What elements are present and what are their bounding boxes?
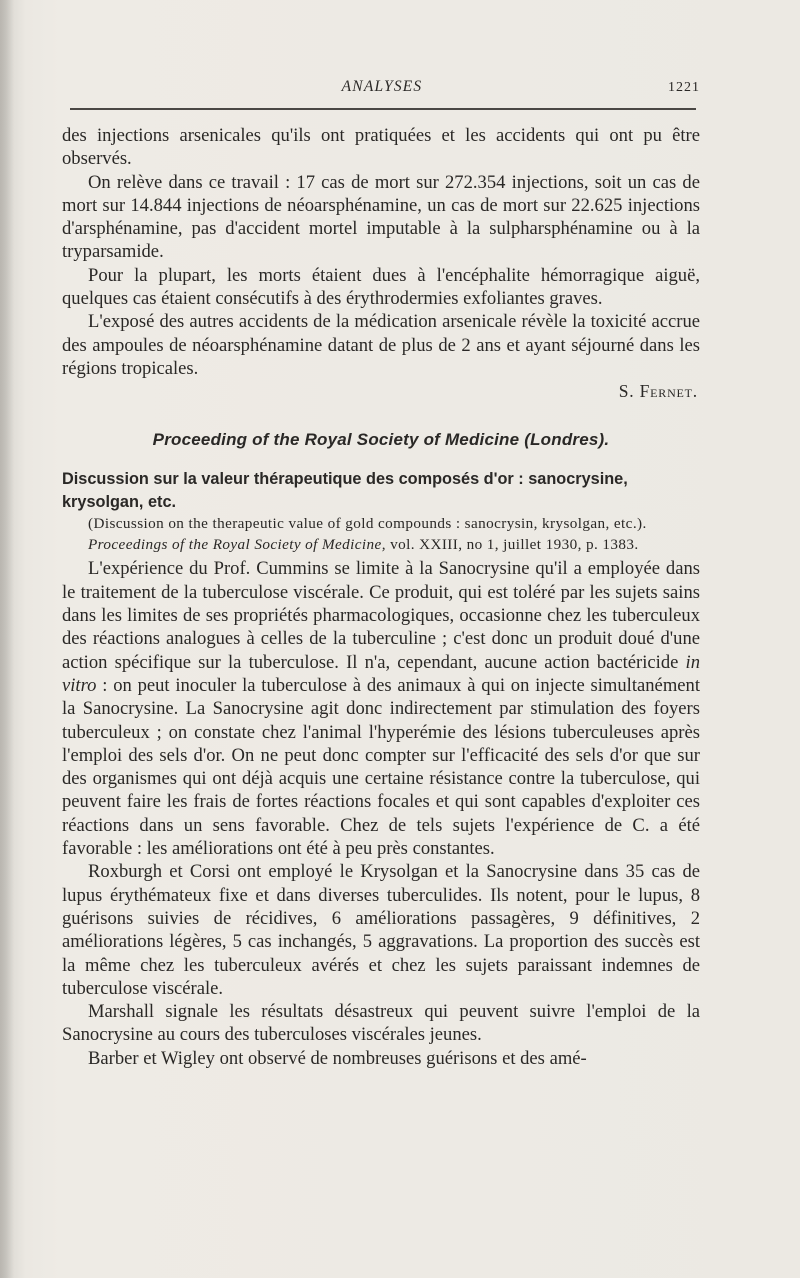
article-citation <box>62 514 700 555</box>
journal-title: Proceeding of the Royal Society of Medicine (Londres). <box>152 429 610 449</box>
running-head: ANALYSES <box>341 78 423 95</box>
page-content <box>62 124 700 1070</box>
paragraph-causes: Pour la plupart, les morts étaient dues à l'encéphalite hémorragique aiguë, quelques cas étaient consécutifs à des érythrodermies exfoliantes graves. <box>62 264 700 310</box>
author-signature: S. Fernet. <box>618 381 698 402</box>
paragraph-barber: Barber et Wigley ont observé de nombreuses guérisons et des amé- <box>88 1047 587 1069</box>
in-vitro-term: in vitro <box>62 651 700 696</box>
paragraph-cummins <box>62 557 700 860</box>
citation-text: (Discussion on the therapeutic value of gold compounds : sanocrysin, krysolgan, etc.). <box>88 515 647 533</box>
citation-volume: vol. XXIII, no 1, juillet 1930, p. 1383. <box>390 535 639 553</box>
paragraph-toxicity: L'exposé des autres accidents de la médication arsenicale révèle la toxicité accrue des ampoules de néoarsphénamine datant de plus de 2 ans et ayant séjourné dans les régions tropicales. <box>62 311 700 379</box>
paragraph-continuation: des injections arsenicales qu'ils ont pratiquées et les accidents qui ont pu être observés. <box>62 125 700 170</box>
header-rule <box>70 108 696 110</box>
citation-journal: Proceedings of the Royal Society of Medicine, <box>88 535 386 553</box>
paragraph-marshall: Marshall signale les résultats désastreux qui peuvent suivre l'emploi de la Sanocrysine au cours des tuberculoses viscérales jeunes. <box>62 1001 700 1046</box>
article-reference <box>62 467 700 556</box>
binding-shadow <box>0 0 14 1278</box>
page-header <box>64 78 700 100</box>
paragraph-roxburgh: Roxburgh et Corsi ont employé le Krysolgan et la Sanocrysine dans 35 cas de lupus érythémateux fixe et dans diverses tuberculides. Ils notent, pour le lupus, 8 guérisons suivies de récidives, 6 améliorations passagères, 9 définitives, 2 améliorations légères, 5 cas inchangés, 5 aggravations. La proportion des succès est la même chez les tuberculeux avérés et chez les sujets paraissant indemnes de tuberculose viscérale. <box>62 861 700 999</box>
paragraph-cummins-rest: : on peut inoculer la tuberculose à des animaux à qui on injecte simultanément la Sanocrysine. La Sanocrysine agit donc indirectement par stimulation des foyers tuberculeux ; on constate chez l'animal l'hyperémie des lésions tuberculeuses après l'emploi des sels d'or. On ne peut donc compter sur l'efficacité des sels d'or que sur des organismes qui ont déjà acquis une certaine résistance contre la tuberculose, qui peuvent faire les frais de fortes réactions focales et qui sont capables d'exploiter ces réactions dans un sens favorable. Chez de tels sujets l'expérience de C. a été favorable : les améliorations ont été à peu près constantes. <box>62 674 700 860</box>
paragraph-statistics: On relève dans ce travail : 17 cas de mort sur 272.354 injections, soit un cas de mort sur 14.844 injections de néoarsphénamine, un cas de mort sur 22.625 injections d'arsphénamine, pas d'accident mortel imputable à la sulpharsphénamine ou à la tryparsamide. <box>62 171 700 263</box>
page-number: 1221 <box>668 80 700 95</box>
article-title: Discussion sur la valeur thérapeutique des composés d'or : sanocrysine, krysolgan, etc. <box>62 469 628 512</box>
paragraph-cummins-text: L'expérience du Prof. Cummins se limite à la Sanocrysine qu'il a employée dans le traitement de la tuberculose viscérale. Ce produit, qui est toléré par les sujets sains dans les limites de ses propriétés pharmacologiques, occasionne chez les tuberculeux des réactions analogues à celles de la tuberculine ; c'est donc un produit doué d'une action spécifique sur la tuberculose. Il n'a, cependant, aucune action bactéricide <box>62 558 700 673</box>
